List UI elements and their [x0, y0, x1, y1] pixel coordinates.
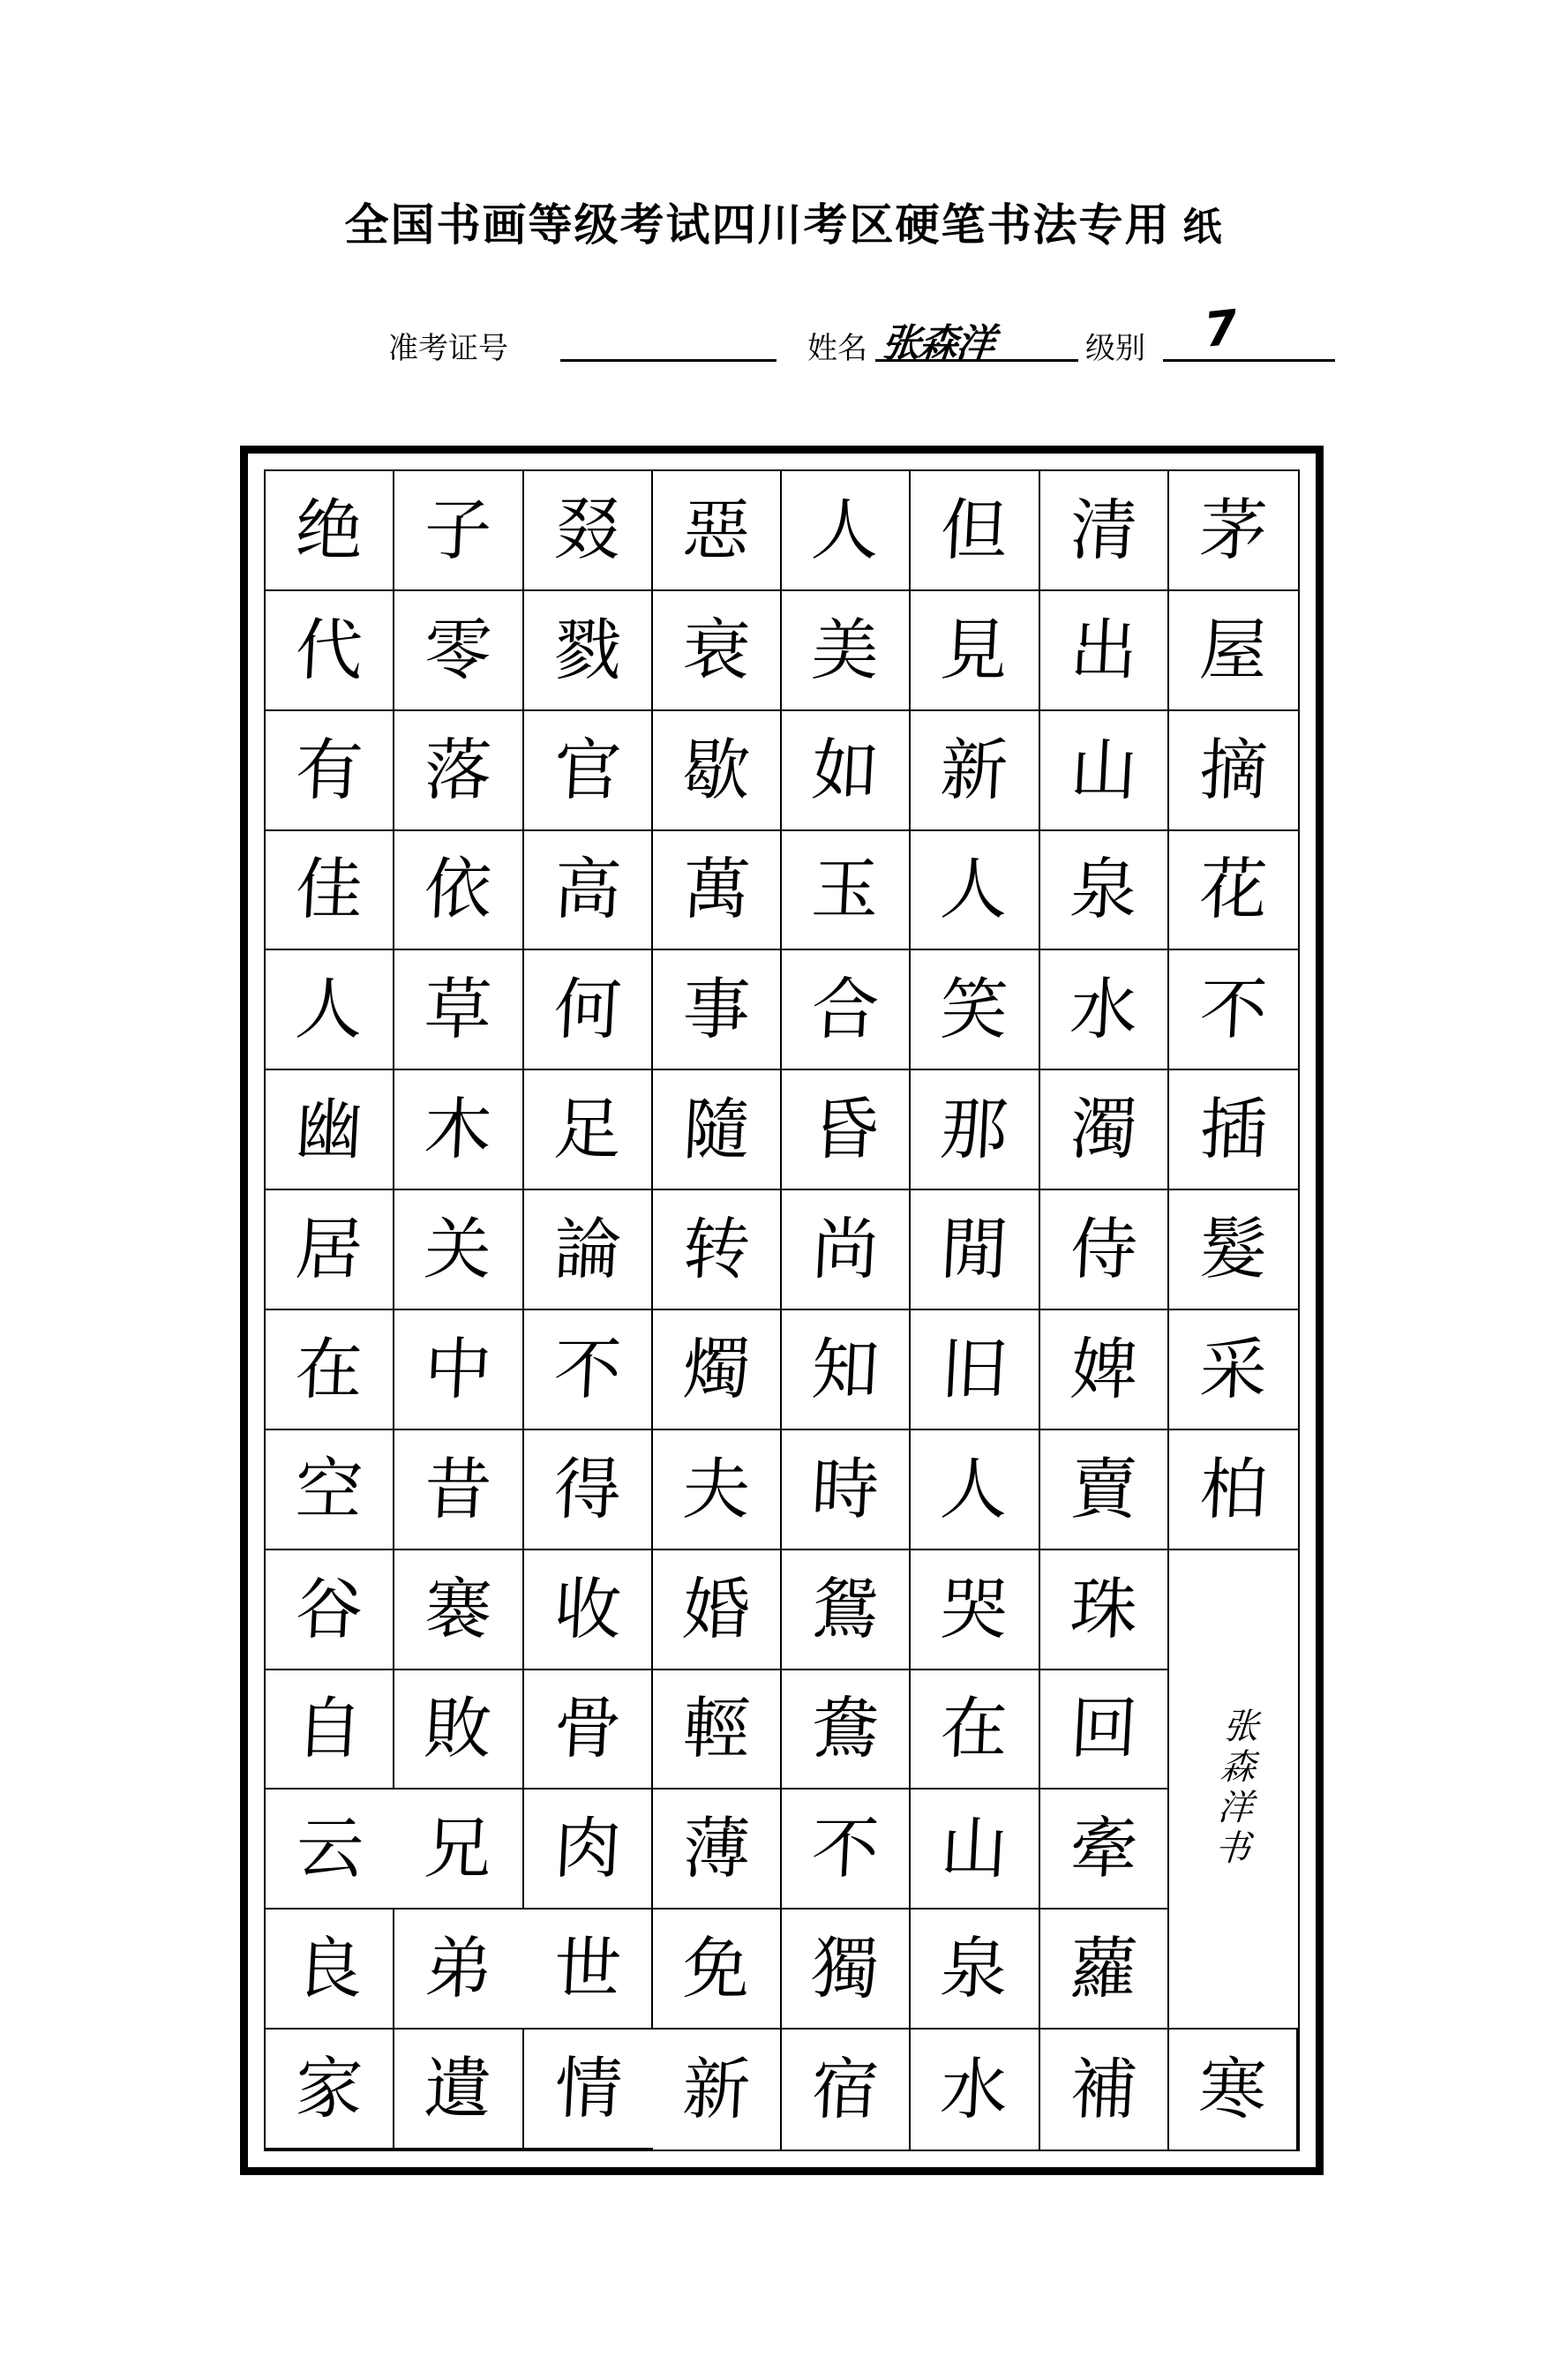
grid-cell-character: 依 [423, 850, 494, 929]
grid-cell[interactable] [782, 711, 911, 831]
grid-cell[interactable] [653, 591, 782, 711]
grid-cell-character: 戮 [551, 610, 623, 689]
grid-cell-character: 代 [293, 610, 365, 689]
grid-cell[interactable] [782, 2030, 911, 2150]
grid-cell-character: 摘 [1197, 730, 1270, 809]
grid-cell-character: 那 [939, 1090, 1010, 1169]
grid-cell[interactable] [266, 471, 394, 591]
grid-cell[interactable] [653, 1910, 782, 2030]
grid-cell[interactable] [653, 1190, 782, 1310]
grid-cell[interactable] [524, 1550, 653, 1670]
grid-cell[interactable] [782, 1670, 911, 1790]
grid-cell-character: 旧 [939, 1329, 1010, 1408]
grid-cell[interactable] [266, 1310, 394, 1430]
grid-cell[interactable] [394, 1310, 523, 1430]
grid-cell[interactable] [524, 471, 653, 591]
grid-cell-character: 如 [809, 730, 882, 809]
grid-cell-character: 泉 [939, 1929, 1010, 2008]
grid-cell-character: 高 [551, 850, 623, 929]
grid-cell-character: 褰 [423, 1569, 494, 1648]
grid-cell-character: 萬 [680, 850, 753, 929]
grid-cell[interactable] [653, 1430, 782, 1550]
grid-cell-character: 遺 [423, 2049, 494, 2128]
grid-cell[interactable] [524, 1070, 653, 1190]
grid-cell[interactable] [524, 711, 653, 831]
grid-cell-character: 兄 [423, 1809, 494, 1888]
grid-cell-character: 空 [293, 1449, 365, 1528]
grid-cell-character: 转 [680, 1210, 753, 1289]
grid-cell-character: 零 [423, 610, 494, 689]
grid-cell[interactable] [524, 2030, 653, 2150]
grid-cell-character: 中 [423, 1329, 494, 1408]
grid-cell[interactable] [394, 711, 523, 831]
grid-cell-character: 時 [809, 1449, 882, 1528]
grid-cell-character: 谷 [293, 1569, 365, 1648]
grid-cell[interactable] [1040, 471, 1169, 591]
grid-cell-character: 寒 [1197, 2050, 1269, 2129]
grid-cell[interactable] [394, 2030, 523, 2150]
grid-cell[interactable] [1040, 831, 1169, 951]
grid-cell[interactable] [266, 1070, 394, 1190]
grid-cell-character: 泉 [1068, 850, 1139, 929]
grid-cell-character: 足 [551, 1090, 623, 1169]
grid-cell-character: 人 [809, 490, 882, 569]
grid-cell[interactable] [394, 831, 523, 951]
grid-cell[interactable] [1169, 831, 1298, 951]
grid-cell[interactable] [653, 471, 782, 591]
level-field[interactable] [1163, 359, 1335, 362]
grid-cell-character: 蘿 [1068, 1929, 1139, 2008]
grid-cell-character: 濁 [1068, 1090, 1139, 1169]
grid-cell-character: 得 [551, 1449, 623, 1528]
grid-cell-character: 免 [680, 1929, 753, 2008]
grid-cell-character: 关 [423, 1210, 494, 1289]
grid-cell[interactable] [1040, 1910, 1169, 2030]
grid-cell[interactable] [524, 1310, 653, 1430]
grid-cell-character: 山 [939, 1809, 1010, 1888]
grid-cell-character: 獨 [809, 1929, 882, 2008]
grid-cell[interactable] [782, 1790, 911, 1910]
grid-cell[interactable] [782, 831, 911, 951]
grid-cell-character: 不 [809, 1809, 882, 1888]
grid-cell-character: 尚 [809, 1210, 882, 1289]
name-field[interactable] [875, 359, 1078, 362]
grid-cell-character: 賣 [1068, 1449, 1139, 1528]
grid-cell[interactable] [394, 471, 523, 591]
grid-cell-character: 知 [809, 1329, 882, 1408]
page-title-last: 纸 [1182, 206, 1224, 249]
level-label: 级别 [1085, 332, 1145, 365]
writing-grid-inner-border [264, 469, 1300, 2151]
grid-cell-character: 新 [939, 730, 1010, 809]
grid-cell[interactable] [782, 1430, 911, 1550]
grid-cell-character: 輕 [680, 1689, 753, 1768]
grid-cell-character: 出 [1068, 610, 1139, 689]
writing-grid-frame [240, 446, 1324, 2175]
grid-cell[interactable] [1040, 2030, 1169, 2150]
grid-cell-character: 自 [293, 1689, 365, 1768]
grid-cell[interactable] [782, 1550, 911, 1670]
grid-cell[interactable] [653, 711, 782, 831]
grid-cell[interactable] [911, 1070, 1039, 1190]
grid-cell[interactable] [266, 591, 394, 711]
grid-cell-character: 官 [551, 730, 623, 809]
grid-cell[interactable] [911, 1310, 1039, 1430]
grid-cell-character: 草 [423, 970, 494, 1049]
grid-cell-character: 落 [423, 730, 494, 809]
grid-cell-character: 美 [809, 610, 882, 689]
name-label: 姓名 [807, 332, 867, 365]
grid-cell[interactable] [394, 1790, 523, 1910]
grid-cell[interactable] [911, 711, 1039, 831]
grid-cell[interactable] [266, 1550, 394, 1670]
grid-cell-character: 清 [1068, 490, 1139, 569]
grid-cell-character: 婢 [1068, 1329, 1139, 1408]
grid-cell-character: 哭 [939, 1569, 1010, 1648]
grid-cell[interactable] [266, 711, 394, 831]
grid-cell-character: 茅 [1197, 490, 1270, 569]
grid-cell[interactable] [1040, 711, 1169, 831]
grid-cell[interactable] [653, 1550, 782, 1670]
grid-cell[interactable] [524, 1430, 653, 1550]
grid-cell[interactable] [266, 950, 394, 1070]
grid-cell-character: 鴦 [809, 1689, 882, 1768]
grid-cell-character: 回 [1068, 1689, 1139, 1768]
grid-cell-character: 幽 [293, 1090, 365, 1169]
grid-cell-character: 不 [1197, 970, 1270, 1049]
grid-cell[interactable] [1169, 2030, 1298, 2150]
grid-cell[interactable] [911, 591, 1039, 711]
grid-cell-character: 花 [1197, 850, 1270, 929]
grid-cell-character: 插 [1197, 1090, 1270, 1169]
grid-cell[interactable] [394, 950, 523, 1070]
grid-cell-character: 珠 [1068, 1569, 1139, 1648]
grid-cell-character: 居 [293, 1210, 365, 1289]
grid-cell[interactable] [394, 1670, 523, 1790]
grid-cell-character: 論 [551, 1210, 623, 1289]
grid-cell-character: 衰 [680, 610, 753, 689]
grid-cell[interactable] [266, 1910, 394, 2030]
grid-cell-character: 在 [939, 1689, 1010, 1768]
grid-cell-character: 人 [939, 1449, 1010, 1528]
grid-cell[interactable] [782, 1910, 911, 2030]
grid-cell-character: 侍 [1068, 1210, 1139, 1289]
grid-cell[interactable] [782, 471, 911, 591]
grid-cell[interactable] [1169, 1070, 1298, 1190]
grid-cell[interactable] [524, 1190, 653, 1310]
grid-cell[interactable] [394, 1430, 523, 1550]
grid-cell[interactable] [266, 2030, 394, 2150]
grid-cell-character: 肉 [551, 1809, 623, 1888]
grid-cell-character: 昔 [423, 1449, 494, 1528]
grid-cell[interactable] [911, 1670, 1039, 1790]
grid-cell-character: 合 [809, 970, 882, 1049]
grid-cell-character: 夫 [680, 1449, 753, 1528]
grid-cell[interactable] [653, 950, 782, 1070]
grid-cell[interactable] [1040, 591, 1169, 711]
grid-cell[interactable] [653, 1070, 782, 1190]
exam-number-field[interactable] [560, 359, 776, 362]
grid-cell-character: 昏 [809, 1090, 882, 1169]
grid-cell[interactable] [911, 1550, 1039, 1670]
grid-cell-character: 情 [552, 2049, 624, 2128]
grid-cell[interactable] [524, 1790, 653, 1910]
grid-cell-character: 在 [293, 1329, 365, 1408]
grid-cell[interactable] [653, 1790, 782, 1910]
grid-cell[interactable] [394, 1550, 523, 1670]
grid-cell[interactable] [266, 1430, 394, 1550]
grid-cell-character: 木 [423, 1090, 494, 1169]
grid-cell[interactable] [1040, 1790, 1169, 1910]
grid-cell-character: 收 [551, 1569, 623, 1648]
grid-cell[interactable] [911, 1790, 1039, 1910]
grid-cell-character: 補 [1068, 2050, 1139, 2129]
exam-number-label: 准考证号 [388, 332, 508, 365]
grid-cell-character: 有 [293, 730, 365, 809]
grid-cell[interactable] [524, 831, 653, 951]
grid-cell[interactable] [911, 1190, 1039, 1310]
grid-cell[interactable] [782, 1070, 911, 1190]
grid-cell[interactable] [1169, 1310, 1298, 1430]
grid-cell-character: 绝 [293, 490, 365, 569]
grid-cell-character: 柏 [1197, 1449, 1270, 1528]
grid-cell-character: 何 [551, 970, 623, 1049]
grid-cell-character: 燭 [680, 1329, 753, 1408]
grid-cell[interactable] [266, 1190, 394, 1310]
character-grid [266, 471, 1298, 2150]
grid-cell[interactable] [1040, 1070, 1169, 1190]
grid-cell-character: 叕 [551, 490, 623, 569]
signature-cell[interactable] [1169, 1550, 1298, 2030]
grid-cell[interactable] [394, 591, 523, 711]
grid-cell-character: 隨 [680, 1090, 753, 1169]
grid-cell[interactable] [1040, 1190, 1169, 1310]
grid-cell[interactable] [1169, 711, 1298, 831]
meta-row [388, 299, 1315, 366]
grid-cell[interactable] [782, 1310, 911, 1430]
grid-cell-character: 家 [293, 2049, 365, 2128]
grid-cell-character: 但 [939, 490, 1010, 569]
grid-cell-character: 見 [939, 610, 1010, 689]
signature-text: 张森洋书 [1207, 1707, 1260, 1871]
grid-cell[interactable] [1169, 1190, 1298, 1310]
grid-cell-character: 弟 [424, 1929, 495, 2008]
grid-cell[interactable] [524, 591, 653, 711]
grid-cell-character: 水 [1068, 970, 1139, 1049]
grid-cell-character: 閒 [939, 1210, 1010, 1289]
grid-cell[interactable] [911, 950, 1039, 1070]
grid-cell-character: 人 [293, 970, 365, 1049]
grid-cell[interactable] [1169, 1430, 1298, 1550]
grid-cell-character: 世 [551, 1929, 623, 2008]
grid-cell[interactable] [782, 1190, 911, 1310]
grid-cell-character: 骨 [551, 1689, 623, 1768]
grid-cell-character: 惡 [680, 490, 753, 569]
grid-cell[interactable] [524, 950, 653, 1070]
grid-cell[interactable] [653, 2030, 782, 2150]
grid-cell[interactable] [524, 1670, 653, 1790]
grid-cell[interactable] [911, 471, 1039, 591]
grid-cell[interactable] [911, 1910, 1039, 2030]
grid-cell[interactable] [1040, 1310, 1169, 1430]
grid-cell[interactable] [911, 831, 1039, 951]
grid-cell[interactable] [911, 1430, 1039, 1550]
grid-cell[interactable] [1040, 1430, 1169, 1550]
grid-cell-character: 事 [680, 970, 753, 1049]
grid-cell-character: 水 [939, 2050, 1010, 2129]
grid-cell[interactable] [653, 1310, 782, 1430]
grid-cell[interactable] [524, 1910, 653, 2030]
grid-cell[interactable] [394, 1910, 523, 2030]
grid-cell[interactable] [653, 831, 782, 951]
grid-cell-character: 敗 [423, 1689, 494, 1768]
grid-cell[interactable] [911, 2030, 1039, 2150]
grid-cell[interactable] [266, 1790, 394, 1910]
grid-cell-character: 婚 [680, 1569, 753, 1648]
grid-cell[interactable] [1169, 471, 1298, 591]
grid-cell-character: 山 [1068, 730, 1139, 809]
grid-cell[interactable] [394, 1070, 523, 1190]
grid-cell-character: 新 [680, 2050, 753, 2129]
grid-cell-character: 良 [293, 1929, 365, 2008]
grid-cell-character: 薄 [680, 1809, 753, 1888]
grid-cell[interactable] [1169, 950, 1298, 1070]
grid-cell[interactable] [266, 831, 394, 951]
grid-cell[interactable] [1040, 1550, 1169, 1670]
page-title [0, 190, 1568, 253]
level-value: 7 [1201, 299, 1241, 358]
grid-cell-character: 人 [939, 850, 1010, 929]
grid-cell[interactable] [1040, 1670, 1169, 1790]
grid-cell-character: 屋 [1197, 610, 1270, 689]
grid-cell-character: 宿 [809, 2050, 882, 2129]
grid-cell-character: 子 [423, 490, 494, 569]
grid-cell-character: 髮 [1197, 1210, 1270, 1289]
grid-cell[interactable] [394, 1190, 523, 1310]
grid-cell-character: 笑 [939, 970, 1010, 1049]
grid-cell-character: 佳 [293, 850, 365, 929]
grid-cell[interactable] [782, 950, 911, 1070]
grid-cell-character: 玉 [809, 850, 882, 929]
grid-cell-character: 采 [1197, 1329, 1270, 1408]
page-title-main: 全国书画等级考试四川考区硬笔书法专用 [344, 200, 1171, 250]
grid-cell[interactable] [653, 1670, 782, 1790]
grid-cell-character: 云 [294, 1809, 366, 1888]
grid-cell-character: 鴛 [809, 1569, 882, 1648]
grid-cell[interactable] [1040, 950, 1169, 1070]
grid-cell[interactable] [1169, 591, 1298, 711]
name-value: 张森洋 [879, 321, 996, 366]
grid-cell-character: 牽 [1068, 1809, 1139, 1888]
grid-cell[interactable] [266, 1670, 394, 1790]
grid-cell-character: 不 [551, 1329, 623, 1408]
grid-cell-character: 歇 [680, 730, 753, 809]
grid-cell[interactable] [782, 591, 911, 711]
